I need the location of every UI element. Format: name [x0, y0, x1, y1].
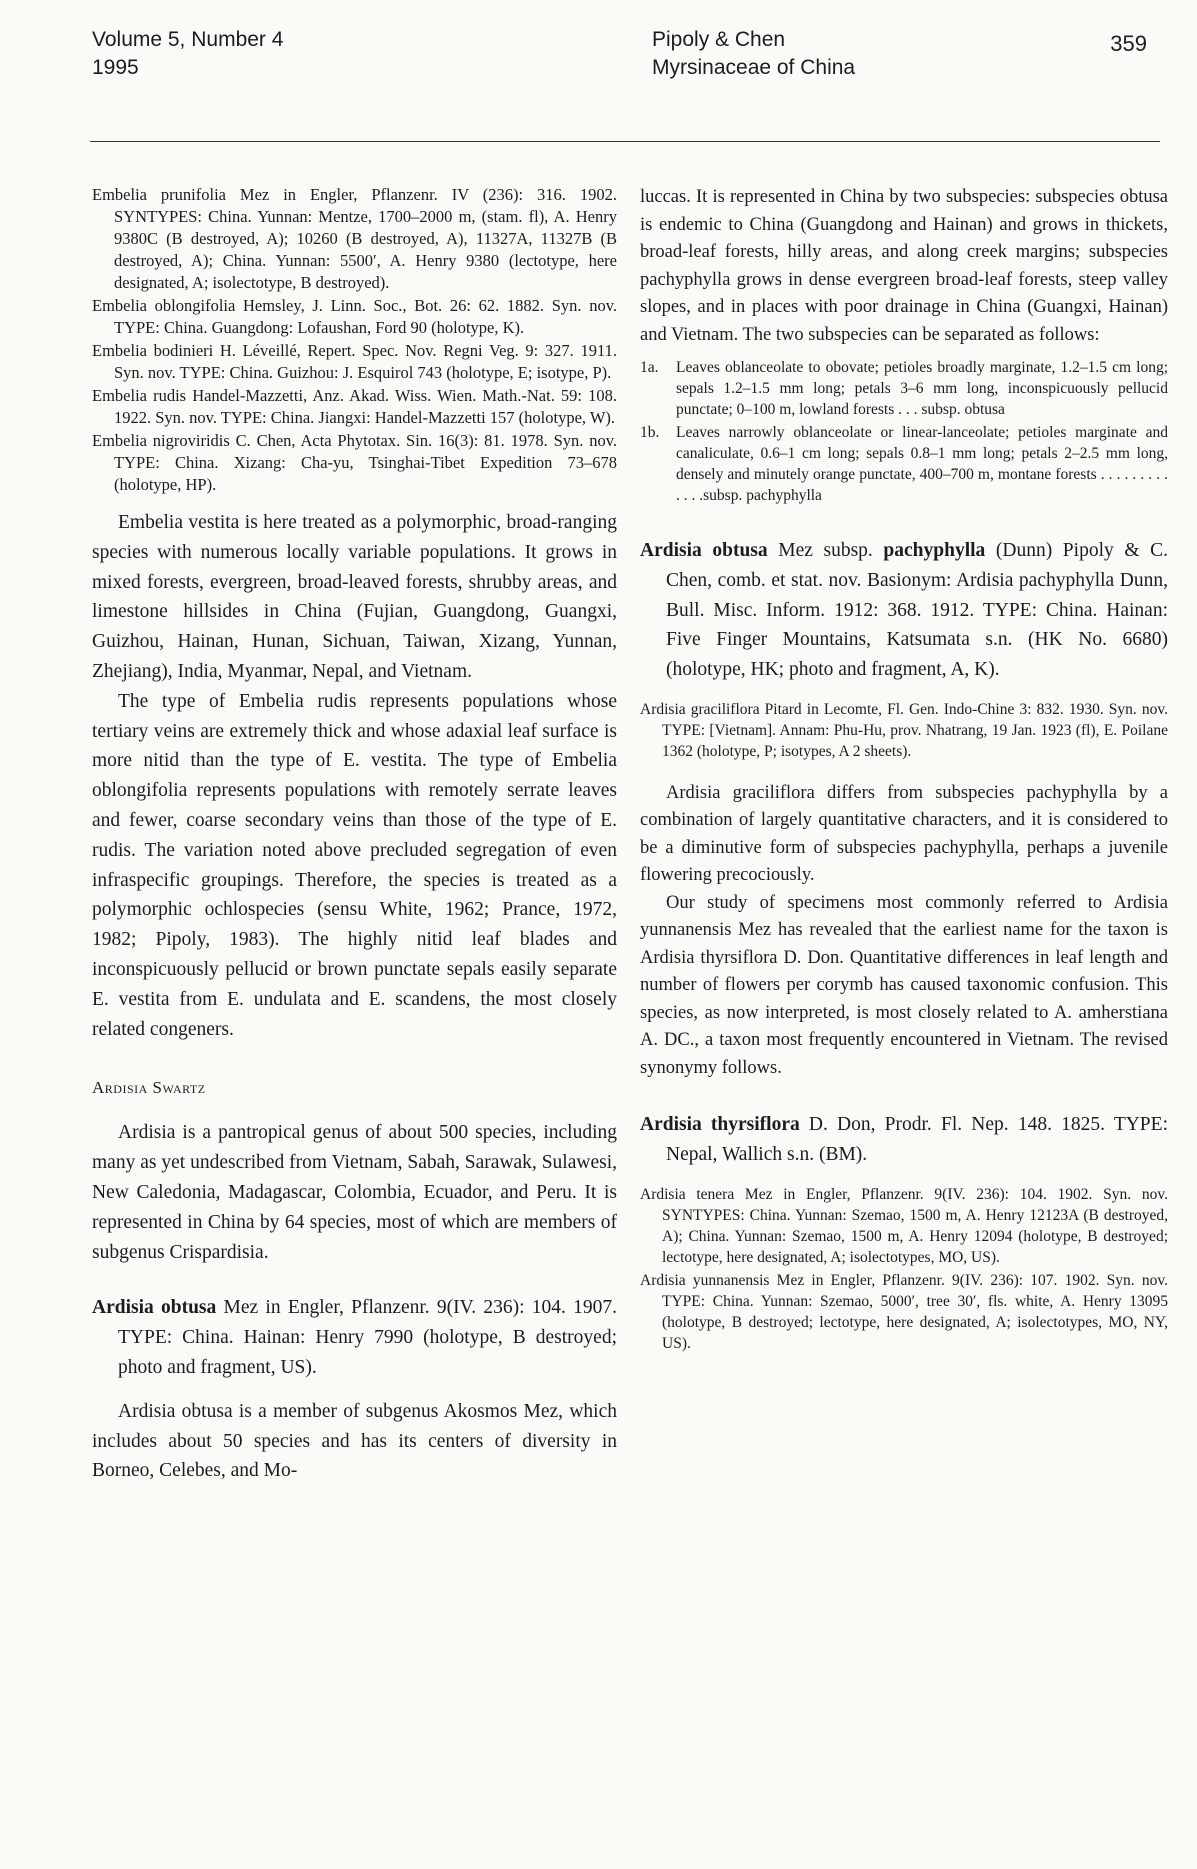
- key-couplet: [640, 357, 1168, 420]
- right-column: [640, 184, 1168, 1356]
- article-running-title: [652, 26, 855, 82]
- body-paragraph: Embelia vestita is here treated as a polymorphic, broad-ranging species with numerous locally variable populations. It grows in mixed forests, evergreen, broad-leaved forests, shrubby areas, and limestone hillsides in China (Fujian, Guangdong, Guangxi, Guizhou, Hainan, Hunan, Sichuan, Taiwan, Xizang, Yunnan, Zhejiang), India, Myanmar, Nepal, and Vietnam.: [92, 512, 617, 682]
- body-paragraph: Ardisia graciliflora differs from subspecies pachyphylla by a combination of largely quantitative characters, and it is considered to be a diminutive form of subspecies pachyphylla, perhaps a juvenile flowering precociously.: [640, 782, 1168, 886]
- article-authors: Pipoly & Chen: [652, 28, 786, 51]
- synonym-entry: Embelia oblongifolia Hemsley, J. Linn. Soc., Bot. 26: 62. 1882. Syn. nov. TYPE: China. Guangdong: Lofaushan, Ford 90 (holotype, K).: [92, 296, 617, 337]
- species-name: Ardisia thyrsiflora: [640, 1114, 800, 1136]
- synonym-entry: Ardisia tenera Mez in Engler, Pflanzenr. 9(IV. 236): 104. 1902. Syn. nov. SYNTYPES: China. Yunnan: Szemao, 1500 m, A. Henry 12123A (B destroyed, A); China. Yunnan: Szemao, 1500 m, A. Henry 12094 (holotype, B destroyed; lectotype, here designated, A; isolectotypes, MO, US).: [640, 1186, 1168, 1267]
- identification-key: [640, 357, 1168, 506]
- synonym-entry: Embelia bodinieri H. Léveillé, Repert. Spec. Nov. Regni Veg. 9: 327. 1911. Syn. nov. TYPE: China. Guizhou: J. Esquirol 743 (holotype, E; isotype, P).: [92, 341, 617, 382]
- species-citation: Mez in Engler, Pflanzenr. 9(IV. 236): 104. 1907. TYPE: China. Hainan: Henry 7990 (holotype, B destroyed; photo and fragment, US).: [118, 1297, 617, 1378]
- header-rule: [90, 141, 1160, 142]
- species-citation: (Dunn) Pipoly & C. Chen, comb. et stat. nov. Basionym: Ardisia pachyphylla Dunn, Bull. Misc. Inform. 1912: 368. 1912. TYPE: China. Hainan: Five Finger Mountains, Katsumata s.n. (HK No. 6680) (holotype, HK; photo and fragment, A, K).: [666, 540, 1168, 681]
- species-citation: D. Don, Prodr. Fl. Nep. 148. 1825. TYPE: Nepal, Wallich s.n. (BM).: [666, 1114, 1168, 1166]
- key-text: Leaves oblanceolate to obovate; petioles broadly marginate, 1.2–1.5 cm long; sepals 1.2–1.5 mm long; petals 3–6 mm long, inconspicuously pellucid punctate; 0–100 m, lowland forests . . . subsp. obtusa: [676, 359, 1168, 418]
- key-couplet: [640, 422, 1168, 506]
- species-entry: [92, 1293, 617, 1382]
- key-number: 1b.: [640, 424, 660, 441]
- body-paragraph: luccas. It is represented in China by two subspecies: subspecies obtusa is endemic to China (Guangdong and Hainan) and grows in thickets, broad-leaf forests, hilly areas, and along creek margins; subspecies pachyphylla grows in dense evergreen broad-leaf forests, steep valley slopes, and in places with poor drainage in China (Guangxi, Hainan) and Vietnam. The two subspecies can be separated as follows:: [640, 187, 1168, 345]
- running-head: [92, 26, 1147, 90]
- body-paragraph: Ardisia is a pantropical genus of about 500 species, including many as yet undescribed from Vietnam, Sabah, Sarawak, Sulawesi, New Caledonia, Madagascar, Colombia, Ecuador, and Peru. It is represented in China by 64 species, most of which are members of subgenus Crispardisia.: [92, 1122, 617, 1263]
- volume-year: 1995: [92, 56, 139, 79]
- synonym-entry: Embelia rudis Handel-Mazzetti, Anz. Akad. Wiss. Wien. Math.-Nat. 59: 108. 1922. Syn. nov. TYPE: China. Jiangxi: Handel-Mazzetti 157 (holotype, W).: [92, 386, 617, 427]
- species-name: Ardisia obtusa: [640, 540, 768, 561]
- key-text: Leaves narrowly oblanceolate or linear-lanceolate; petioles marginate and canaliculate, 0.6–1 cm long; sepals 0.8–1 mm long; petals 2–2.5 mm long, densely and minutely orange punctate, 400–700 m, montane forests . . . . . . . . . . . . .subsp. pachyphylla: [676, 424, 1168, 504]
- synonym-entry: Embelia prunifolia Mez in Engler, Pflanzenr. IV (236): 316. 1902. SYNTYPES: China. Yunnan: Mentze, 1700–2000 m, (stam. fl), A. Henry 9380C (B destroyed, A); 10260 (B destroyed, A), 11327A, 11327B (B destroyed, A); China. Yunnan: 5500′, A. Henry 9380 (lectotype, here designated, A; isolectotype, B destroyed).: [92, 185, 617, 292]
- species-entry: [640, 1110, 1168, 1170]
- body-paragraph: Ardisia obtusa is a member of subgenus Akosmos Mez, which includes about 50 species and has its centers of diversity in Borneo, Celebes, and Mo-: [92, 1400, 617, 1482]
- genus-heading: Ardisia Swartz: [92, 1078, 206, 1098]
- body-paragraph: Our study of specimens most commonly referred to Ardisia yunnanensis Mez has revealed that the earliest name for the taxon is Ardisia thyrsiflora D. Don. Quantitative differences in leaf length and number of flowers per corymb has caused taxonomic confusion. This species, as now interpreted, is most closely related to A. amherstiana A. DC., a taxon most frequently encountered in Vietnam. The revised synonymy follows.: [640, 892, 1168, 1078]
- journal-volume: [92, 26, 283, 82]
- species-name: Ardisia obtusa: [92, 1297, 217, 1319]
- synonym-entry: Ardisia graciliflora Pitard in Lecomte, Fl. Gen. Indo-Chine 3: 832. 1930. Syn. nov. TYPE: [Vietnam]. Annam: Phu-Hu, prov. Nhatrang, 19 Jan. 1923 (fl), E. Poilane 1362 (holotype, P; isotypes, A 2 sheets).: [640, 700, 1168, 760]
- synonym-entry: Embelia nigroviridis C. Chen, Acta Phytotax. Sin. 16(3): 81. 1978. Syn. nov. TYPE: China. Xizang: Cha-yu, Tsinghai-Tibet Expedition 73–678 (holotype, HP).: [92, 431, 617, 494]
- page-number: 359: [1110, 31, 1147, 56]
- article-short-title: Myrsinaceae of China: [652, 56, 856, 79]
- body-paragraph: The type of Embelia rudis represents populations whose tertiary veins are extremely thick and whose adaxial leaf surface is more nitid than the type of E. vestita. The type of Embelia oblongifolia represents populations with remotely serrate leaves and fewer, coarse secondary veins than those of the type of E. rudis. The variation noted above precluded segregation of even infraspecific groupings. Therefore, the species is treated as a polymorphic ochlospecies (sensu White, 1962; Prance, 1972, 1982; Pipoly, 1983). The highly nitid leaf blades and inconspicuously pellucid or brown punctate sepals easily separate E. vestita from E. undulata and E. scandens, the most closely related congeners.: [92, 690, 617, 1040]
- species-citation-mid: Mez subsp.: [767, 540, 884, 561]
- species-entry: [640, 536, 1168, 685]
- key-number: 1a.: [640, 359, 659, 376]
- volume-number: Volume 5, Number 4: [92, 28, 284, 51]
- left-column: [92, 184, 617, 1486]
- subspecies-name: pachyphylla: [883, 540, 986, 561]
- synonym-entry: Ardisia yunnanensis Mez in Engler, Pflanzenr. 9(IV. 236): 107. 1902. Syn. nov. TYPE: China. Yunnan: Szemao, 5000′, tree 30′, fls. white, A. Henry 13095 (holotype, B destroyed; lectotype, here designated, A; isolectotypes, MO, NY, US).: [640, 1272, 1168, 1353]
